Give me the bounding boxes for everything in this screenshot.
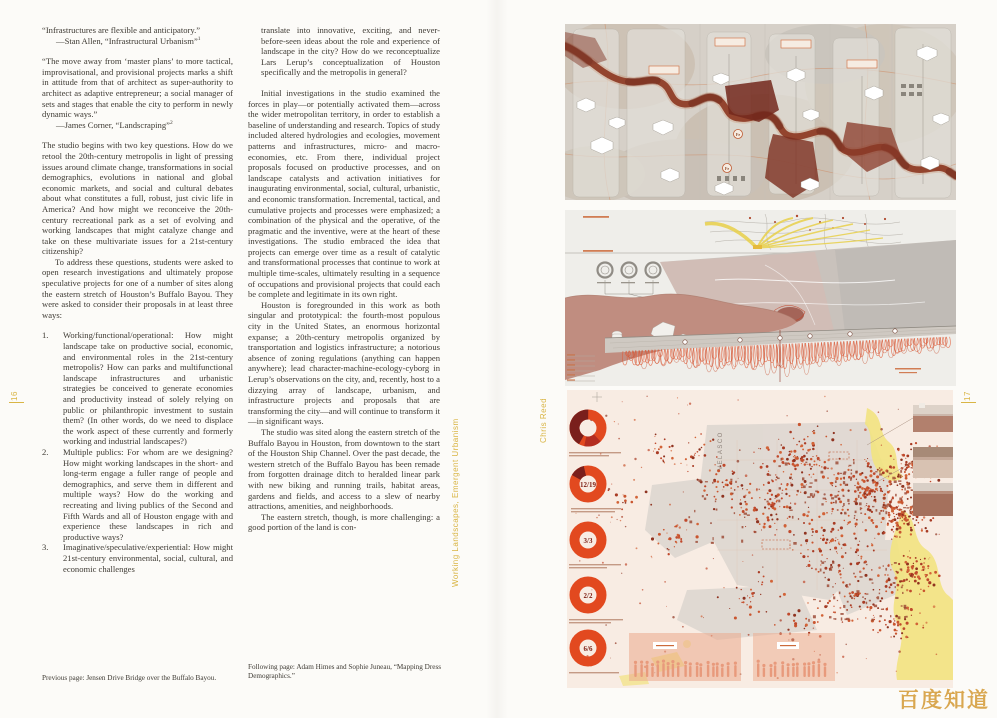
margin-author-name: Chris Reed [539,397,548,443]
figure-section-perspective [565,210,956,386]
svg-text:Fe: Fe [735,132,741,137]
body-paragraph: The eastern stretch, though, is more challenging: a good portion of the land is con- [248,511,440,533]
quote-allen [42,25,233,46]
svg-text:6/6: 6/6 [583,645,593,653]
body-paragraph: To address these questions, students were asked to open research investigations and ultimately propose speculative projects for one of a number of sites along the eastern stretch of Houston’s Buffalo Bayou. They were asked to consider their proposals in at least three ways: [42,256,233,320]
list-number: 2. [42,446,49,457]
body-paragraph: The studio begins with two key questions. How do we retool the 20th-century metropolis in light of pressing issues around climate change, transformations in social demographics, evolutions in national and global economic markets, and social and cultural debates about what constitutes a full, robust, just civic life in America? And how might we reconceive the 20th-century recreational park as a set of evolving and working landscapes that might catalyze change and take on these multivariate issues for a 21st-century citizenship? [42,140,233,257]
footnote-previous-page: Previous page: Jensen Drive Bridge over the Buffalo Bayou. [42,674,217,682]
quote-attribution [42,120,233,131]
quote-corner [42,56,233,130]
figure-demographics-map [567,390,953,688]
attribution-text: —Stan Allen, “Infrastructural Urbanism” [56,35,198,46]
right-text-column [248,25,440,533]
donut-chart-6-6 [575,635,602,662]
quote-attribution [42,36,233,47]
page-number-rule [961,402,976,403]
donut-chart-2-2 [575,582,602,609]
list-continuation: translate into innovative, exciting, and never-before-seen ideas about the role and experience of landscape in the city? How do we reconceptualize Lars Lerup’s conceptualization of Houston specifically and the metropolis in general? [261,25,440,78]
baidu-zhidao-watermark: 百度知道 [898,689,990,712]
site-photos [913,403,953,516]
list-item [42,542,233,574]
attribution-text: —James Corner, “Landscraping” [56,119,170,130]
margin-chapter-title: Working Landscapes, Emergent Urbanism [451,418,460,587]
list-item-text: Imaginative/speculative/experiential: How might 21st-century environmental, social, cultural, and economic challenges [63,542,233,574]
left-text-column [42,25,233,574]
site-photo [913,483,953,516]
numbered-list [42,330,233,574]
list-number: 1. [42,330,49,341]
donut-chart-12-19 [570,466,607,503]
page-number-right: 17 [963,391,972,401]
svg-text:Fe: Fe [724,166,730,171]
page-number-left: 16 [10,391,19,401]
body-paragraph: Initial investigations in the studio examined the forces in play—or potentially activated them—across the wider metropolitan territory, in order to establish a baseline of understanding and research. Topics of study included altered hydrologies and ecologies, movement patterns and infrastructures, micro- and macro-economies, etc. From there, individual project proposals focused on productive processes, and on landscape catalysts and activation initiatives for inaugurating environmental, social, cultural, urbanistic, and economic transformation. Incremental, tactical, and cumulative projects and processes were emphasized; a combination of the physical and the operative, of the pragmatic and the inventive, were at the heart of these investigations. The studio embraced the idea that projects can emerge over time as a result of catalytic and transformational processes that continue to work at multiple time-scales, ultimately resulting in a sequence of occupations and provisional projects that could each be complete and legitimate in its own right. [248,87,440,300]
body-paragraph: Houston is foregrounded in this work as both singular and prototypical: the fourth-most populous city in the United States, an enormous horizontal expanse; a 20th-century metropolis organized by transportation and logistics infrastructure; a notorious absence of zoning regulations (anything can happen anywhere); lead character-machine-ecology-cyborg in Lerup’s observations on the city, and, recently, host to a dizzying array of landscape, urbanism, and infrastructure projects and proposals that are transforming the city—and will continue to transform it—in significant ways. [248,299,440,427]
list-number: 3. [42,542,49,553]
site-photo [913,447,953,478]
donut-chart-3-3 [575,527,602,554]
footnote-following-page: Following page: Adam Himes and Sophie Juneau, “Mapping Dress Demographics.” [248,663,442,681]
svg-text:12/19: 12/19 [580,481,596,489]
quote-text: “The move away from ‘master plans’ to more tactical, improvisational, and provisional projects marks a shift in attitude from that of architect as super-authority to architect as adaptive entrepreneur; a social manager of sets and stages that enable the city to perform in newly dynamic ways.” [42,56,233,120]
map-label-velasco: VELASCO [718,431,724,470]
list-item [42,447,233,542]
svg-text:3/3: 3/3 [583,537,593,545]
figure-bayou-process-map [565,24,956,200]
footnote-ref: 1 [197,35,201,42]
spine-shadow [486,0,508,718]
svg-text:2/2: 2/2 [583,592,593,600]
body-paragraph: The studio was sited along the eastern stretch of the Buffalo Bayou in Houston, from downtown to the start of the Houston Ship Channel. Over the past decade, the western stretch of the Buffalo Bayou has been remade from forgotten drainage ditch to heralded linear park with new biking and running trails, habitat areas, gardens and fields, and access to a slew of nearby attractions, amenities, and neighborhoods. [248,426,440,512]
quote-text: “Infrastructures are flexible and anticipatory.” [42,25,201,35]
list-item [42,330,233,447]
page-number-rule [9,402,24,403]
yellow-source-node [753,245,762,249]
footnote-ref: 2 [169,119,173,126]
site-photo [913,403,953,432]
list-item-text: Working/functional/operational: How might landscape take on productive social, economic, and environmental roles in the 21st-century metropolis? How can parks and multifunctional landscape infrastructures and urbanistic strategies be conceived to generate economies and productivity instead of solely relying on public or philanthropic investment to sustain them? (In other words, do we need to displace the work aspect of these currently and formerly working and industrial landscapes?) [63,330,233,447]
ring-caption-bars [597,282,659,283]
list-item-text: Multiple publics: For whom are we designing? How might working landscapes in the short- and long-term engage a fuller range of people and demographics, and serve them in different and multiple ways? How do the working and recreating and living publics of the Second and Fifth Wards and all of Houston engage with and experience these landscapes in rich and productive ways? [63,446,233,542]
